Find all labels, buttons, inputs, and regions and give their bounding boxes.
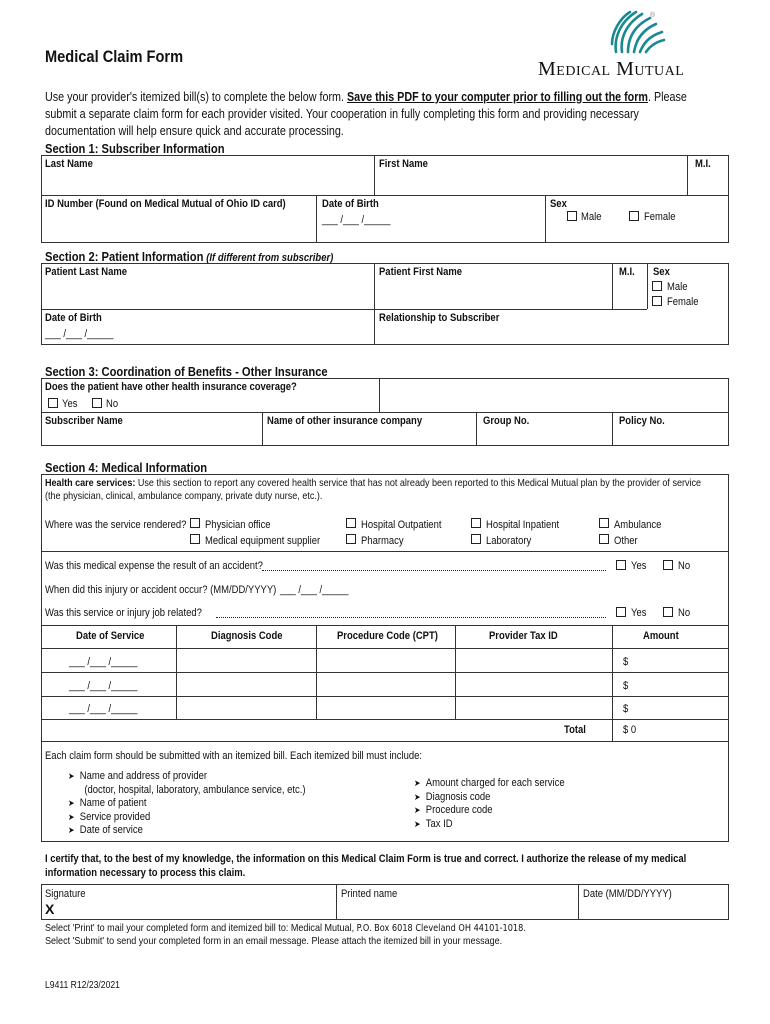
section2-title: Section 2: Patient Information xyxy=(45,249,204,264)
list-item: ➤ Diagnosis code xyxy=(414,790,491,803)
other-coverage-no-label: No xyxy=(106,398,119,410)
subscriber-last-name-label: Last Name xyxy=(45,158,93,170)
subscriber-mi-field[interactable] xyxy=(688,172,728,194)
arrow-icon: ➤ xyxy=(414,805,421,815)
hospital-outpatient-label: Hospital Outpatient xyxy=(361,519,442,531)
section3-title: Section 3: Coordination of Benefits - Other Insurance xyxy=(45,364,328,379)
hospital-inpatient-label: Hospital Inpatient xyxy=(486,519,560,531)
ambulance-label: Ambulance xyxy=(614,519,662,531)
other-coverage-yes-label: Yes xyxy=(62,398,78,410)
th-date-of-service: Date of Service xyxy=(76,630,145,642)
section4-title: Section 4: Medical Information xyxy=(45,460,208,475)
relationship-label: Relationship to Subscriber xyxy=(379,312,500,324)
form-code: L9411 R12/23/2021 xyxy=(45,980,120,991)
other-coverage-yes-checkbox[interactable] xyxy=(48,398,58,408)
logo xyxy=(536,8,726,80)
medical-mutual-logo-icon xyxy=(606,8,666,54)
patient-sex-label: Sex xyxy=(653,266,670,278)
accident-question: Was this medical expense the result of an accident? xyxy=(45,560,263,572)
accident-no-label: No xyxy=(678,560,691,572)
signature-field[interactable] xyxy=(60,900,334,918)
pharmacy-label: Pharmacy xyxy=(361,535,404,547)
patient-dob-field[interactable]: ___ /___ /_____ xyxy=(45,328,114,340)
job-related-yes-label: Yes xyxy=(631,607,647,619)
th-procedure-code: Procedure Code (CPT) xyxy=(337,630,438,642)
mail-instructions: Select 'Print' to mail your completed form and itemized bill to: Medical Mutual, P.O. Box 6018 Cleveland OH 44101-1018. Select 'Submit' to send your completed form in an email message. Please attach the itemized bill in your message. xyxy=(45,922,526,947)
subscriber-female-label: Female xyxy=(644,211,676,223)
subscriber-mi-label: M.I. xyxy=(695,158,711,170)
health-care-services-note: Health care services: Use this section to report any covered health service that has not already been reported to this Medical Mutual plan by the provider of service (the physician, clinical, ambulance company, private duty nurse, etc.). xyxy=(45,477,702,502)
th-diagnosis-code: Diagnosis Code xyxy=(211,630,283,642)
row2-date-of-service[interactable]: ___ /___ /_____ xyxy=(69,680,138,692)
patient-mi-field[interactable] xyxy=(613,280,646,308)
signature-label: Signature xyxy=(45,888,86,900)
subscriber-female-checkbox[interactable] xyxy=(629,211,639,221)
row3-dollar: $ xyxy=(623,703,629,715)
list-item: ➤ Name of patient xyxy=(68,797,147,809)
patient-dob-label: Date of Birth xyxy=(45,312,102,324)
th-amount: Amount xyxy=(643,630,679,642)
subscriber-dob-label: Date of Birth xyxy=(322,198,379,210)
hospital-inpatient-checkbox[interactable] xyxy=(471,518,481,528)
bill-right-list xyxy=(414,777,565,831)
job-leader-dots xyxy=(216,617,606,618)
patient-first-name-label: Patient First Name xyxy=(379,266,463,278)
section2-subtitle: (If different from subscriber) xyxy=(206,252,334,264)
patient-last-name-field[interactable] xyxy=(42,280,373,308)
other-coverage-no-checkbox[interactable] xyxy=(92,398,102,408)
printed-name-field[interactable] xyxy=(338,900,576,918)
registered-mark: ® xyxy=(650,12,656,19)
date-field[interactable] xyxy=(580,900,727,918)
patient-first-name-field[interactable] xyxy=(375,280,611,308)
row1-date-of-service[interactable]: ___ /___ /_____ xyxy=(69,656,138,668)
subscriber-first-name-field[interactable] xyxy=(375,172,686,194)
other-coverage-question: Does the patient have other health insurance coverage? xyxy=(45,381,297,393)
row2-dollar: $ xyxy=(623,680,629,692)
patient-male-checkbox[interactable] xyxy=(652,281,662,291)
accident-no-checkbox[interactable] xyxy=(663,560,673,570)
row3-date-of-service[interactable]: ___ /___ /_____ xyxy=(69,703,138,715)
laboratory-checkbox[interactable] xyxy=(471,534,481,544)
accident-yes-label: Yes xyxy=(631,560,647,572)
page-title: Medical Claim Form xyxy=(45,47,184,66)
subscriber-dob-field[interactable]: ___ /___ /_____ xyxy=(322,214,391,226)
job-related-yes-checkbox[interactable] xyxy=(616,607,626,617)
job-related-question: Was this service or injury job related? xyxy=(45,607,202,619)
where-rendered-label: Where was the service rendered? xyxy=(45,519,187,531)
group-no-label: Group No. xyxy=(483,415,530,427)
arrow-icon: ➤ xyxy=(68,771,75,781)
arrow-icon: ➤ xyxy=(68,798,75,808)
ambulance-checkbox[interactable] xyxy=(599,518,609,528)
arrow-icon: ➤ xyxy=(414,778,421,788)
arrow-icon: ➤ xyxy=(68,825,75,835)
bill-left-list xyxy=(68,770,306,838)
other-company-label: Name of other insurance company xyxy=(267,415,423,427)
policy-no-label: Policy No. xyxy=(619,415,665,427)
th-provider-tax-id: Provider Tax ID xyxy=(489,630,558,642)
job-related-no-label: No xyxy=(678,607,691,619)
medical-equipment-checkbox[interactable] xyxy=(190,534,200,544)
hospital-outpatient-checkbox[interactable] xyxy=(346,518,356,528)
other-subscriber-name-label: Subscriber Name xyxy=(45,415,123,427)
list-item: ➤ Tax ID xyxy=(414,817,453,830)
printed-name-label: Printed name xyxy=(341,888,398,900)
physician-office-checkbox[interactable] xyxy=(190,518,200,528)
subscriber-first-name-label: First Name xyxy=(379,158,428,170)
accident-date-question: When did this injury or accident occur? (MM/DD/YYYY) xyxy=(45,584,277,596)
subscriber-id-field[interactable] xyxy=(42,212,315,242)
subscriber-male-checkbox[interactable] xyxy=(567,211,577,221)
certification-text: I certify that, to the best of my knowledge, the information on this Medical Claim Form is true and correct. I authorize the release of my medical information necessary to process this claim. xyxy=(45,853,687,879)
subscriber-id-label: ID Number (Found on Medical Mutual of Ohio ID card) xyxy=(45,198,286,210)
arrow-icon: ➤ xyxy=(68,811,75,822)
signature-x-mark: X xyxy=(45,901,55,917)
row1-dollar: $ xyxy=(623,656,629,668)
arrow-icon: ➤ xyxy=(414,818,421,829)
itemized-bill-intro: Each claim form should be submitted with an itemized bill. Each itemized bill must include: xyxy=(45,750,423,762)
subscriber-last-name-field[interactable] xyxy=(42,172,373,194)
subscriber-male-label: Male xyxy=(581,211,602,223)
list-item: (doctor, hospital, laboratory, ambulance service, etc.) xyxy=(84,783,306,796)
list-item: ➤ Name and address of provider xyxy=(68,770,208,782)
physician-office-label: Physician office xyxy=(205,519,271,531)
patient-female-label: Female xyxy=(667,296,699,308)
arrow-icon: ➤ xyxy=(414,791,421,802)
list-item: ➤ Service provided xyxy=(68,810,151,823)
logo-text: Medical Mutual xyxy=(538,58,685,80)
accident-yes-checkbox[interactable] xyxy=(616,560,626,570)
other-label: Other xyxy=(614,535,638,547)
list-item: ➤ Procedure code xyxy=(414,804,493,816)
job-related-no-checkbox[interactable] xyxy=(663,607,673,617)
patient-female-checkbox[interactable] xyxy=(652,296,662,306)
accident-leader-dots xyxy=(262,570,606,571)
patient-last-name-label: Patient Last Name xyxy=(45,266,128,278)
patient-male-label: Male xyxy=(667,281,688,293)
accident-date-field[interactable]: ___ /___ /_____ xyxy=(280,584,349,596)
list-item: ➤ Amount charged for each service xyxy=(414,777,565,789)
section1-title: Section 1: Subscriber Information xyxy=(45,141,225,156)
pharmacy-checkbox[interactable] xyxy=(346,534,356,544)
list-item: ➤ Date of service xyxy=(68,824,143,836)
intro-text: Use your provider's itemized bill(s) to complete the below form. Save this PDF to your computer prior to filling out the form. Please submit a separate claim form for each provider visited. Your cooperation in fully completing this form and providing necessary documentation will help ensure quick and accurate processing. xyxy=(45,90,687,138)
laboratory-label: Laboratory xyxy=(486,535,532,547)
total-value: $ 0 xyxy=(623,724,637,736)
total-label: Total xyxy=(564,724,586,736)
section2-heading xyxy=(45,249,333,264)
patient-mi-label: M.I. xyxy=(619,266,635,278)
other-checkbox[interactable] xyxy=(599,534,609,544)
medical-equipment-label: Medical equipment supplier xyxy=(205,535,321,547)
subscriber-sex-label: Sex xyxy=(550,198,567,210)
relationship-field[interactable] xyxy=(375,326,728,344)
date-label: Date (MM/DD/YYYY) xyxy=(583,888,672,900)
